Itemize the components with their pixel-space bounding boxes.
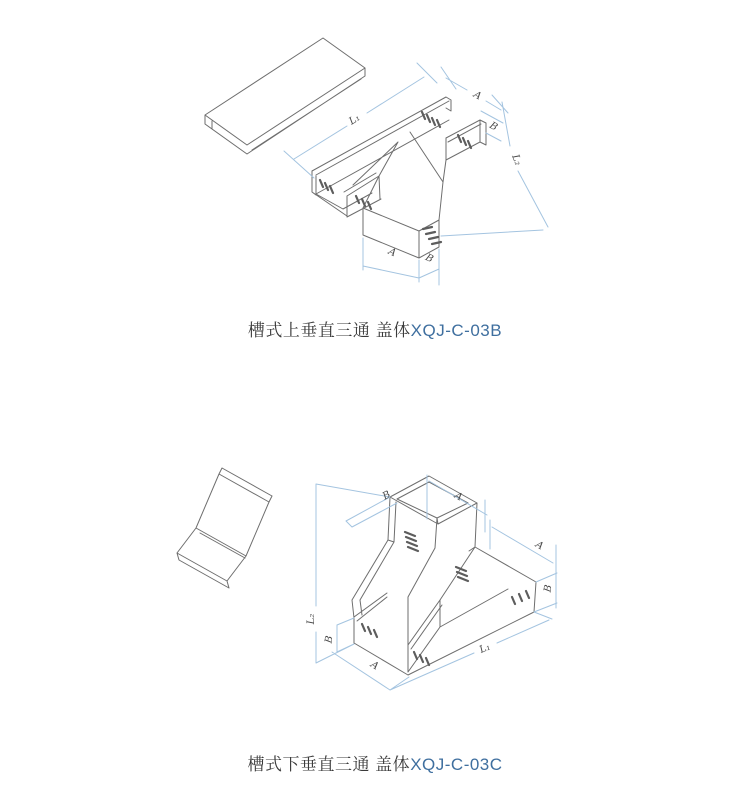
dim-label-B-bottom-left: B (323, 634, 336, 645)
body-outline-path (352, 476, 536, 675)
cover-part (205, 38, 365, 154)
body-outline-path (312, 97, 486, 258)
dim-label-A-bottom: A (368, 659, 381, 673)
dim-label-B-right: B (542, 583, 555, 594)
dim-label-A-bottom: A (386, 246, 398, 260)
dimension-labels (306, 489, 555, 672)
dim-label-L2: L₂ (306, 613, 317, 625)
figure-caption-bottom (0, 755, 750, 775)
caption-title: 槽式上垂直三通 盖体 (247, 321, 411, 340)
dim-label-A-top: A (471, 89, 484, 103)
dimension-lines (284, 63, 548, 285)
caption-model-code[interactable]: XQJ-C-03C (410, 755, 503, 774)
figure-bottom-tee (177, 468, 557, 690)
figure-top-tee (205, 38, 548, 285)
dimension-line-path (316, 475, 557, 690)
tee-body-part (312, 97, 486, 258)
figure-caption-top (0, 321, 750, 341)
dim-label-L1: L₁ (477, 641, 493, 656)
cover-outline-path (205, 38, 365, 154)
dim-label-L1: L₁ (347, 112, 363, 128)
caption-model-code[interactable]: XQJ-C-03B (410, 321, 503, 340)
caption-title: 槽式下垂直三通 盖体 (247, 755, 411, 774)
perforation-slots (362, 532, 529, 665)
dim-label-L2: L₂ (509, 153, 524, 168)
tee-body-part (352, 476, 536, 675)
dimension-lines (316, 475, 557, 690)
perforation-slots (320, 112, 471, 244)
dim-label-B-bottom: B (423, 252, 435, 266)
dim-label-B-top-left: B (380, 489, 393, 503)
cover-outline-path (177, 468, 272, 588)
cover-part (177, 468, 272, 588)
dimension-line-path (284, 63, 548, 285)
dim-label-A-right: A (533, 539, 546, 553)
dim-label-A-top: A (452, 490, 465, 504)
dim-label-B-right: B (487, 120, 500, 134)
